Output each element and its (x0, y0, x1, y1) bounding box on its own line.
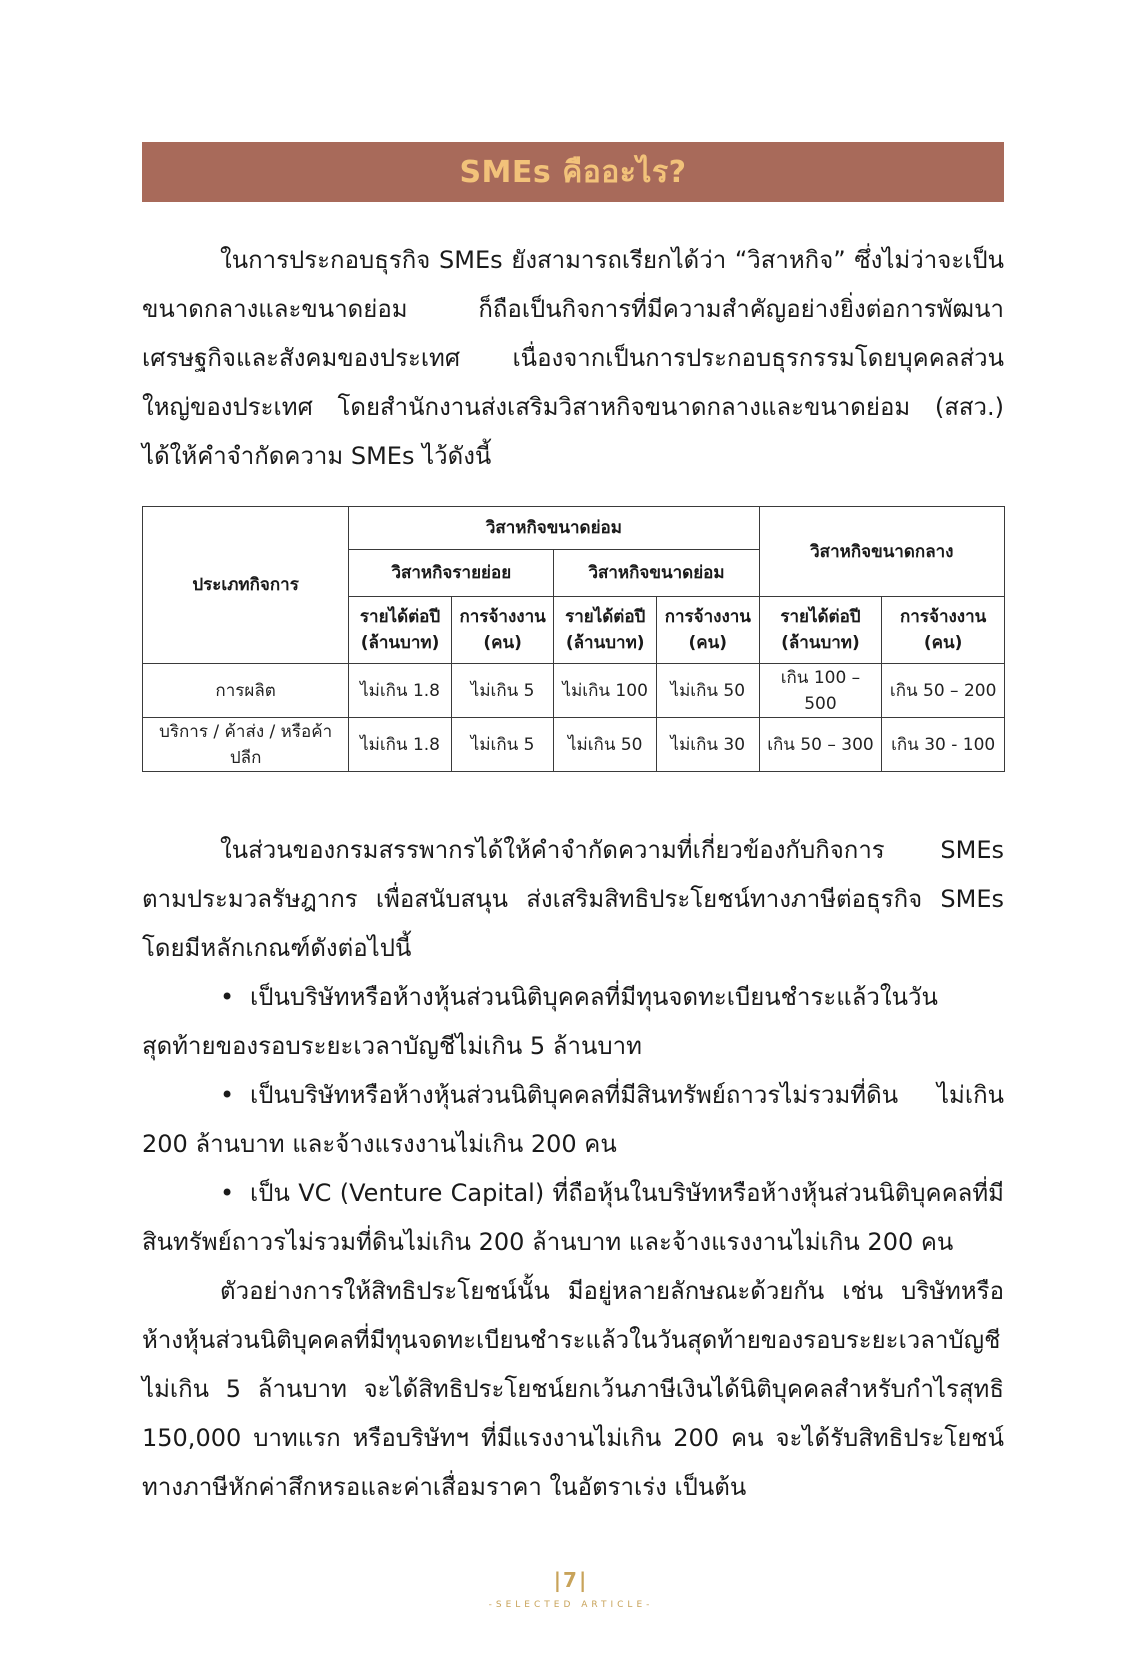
bullet-icon: • (220, 983, 235, 1011)
footer-tag: -SELECTED ARTICLE- (488, 1600, 654, 1610)
bullet-icon: • (220, 1081, 235, 1109)
example-paragraph: ตัวอย่างการให้สิทธิประโยชน์นั้น มีอยู่หลายลักษณะด้วยกัน เช่น บริษัทหรือห้างหุ้นส่วนนิติบุคคลที่มีทุนจดทะเบียนชำระแล้วในวันสุดท้ายของรอบระยะเวลาบัญชี ไม่เกิน 5 ล้านบาท จะได้สิทธิประโยชน์ยกเว้นภาษีเงินได้นิติบุคคลสำหรับกำไรสุทธิ 150,000 บาทแรก หรือบริษัทฯ ที่มีแรงงานไม่เกิน 200 คน จะได้รับสิทธิประโยชน์ทางภาษีหักค่าสึกหรอและค่าเสื่อมราคา ในอัตราเร่ง เป็นต้น (142, 1277, 1004, 1501)
table-cell: เกิน 50 – 300 (759, 718, 882, 772)
table-cell: ไม่เกิน 1.8 (349, 664, 452, 718)
table-cell: ไม่เกิน 1.8 (349, 718, 452, 772)
header-medium-enterprise: วิสาหกิจขนาดกลาง (759, 507, 1004, 597)
header-revenue: รายได้ต่อปี (ล้านบาท) (554, 597, 657, 664)
header-employment: การจ้างงาน (คน) (882, 597, 1005, 664)
revenue-dept-paragraph: ในส่วนของกรมสรรพากรได้ให้คำจำกัดความที่เกี่ยวข้องกับกิจการ SMEs ตามประมวลรัษฎากร เพื่อสนับสนุน ส่งเสริมสิทธิประโยชน์ทางภาษีต่อธุรกิจ SMEs โดยมีหลักเกณฑ์ดังต่อไปนี้ (142, 836, 1004, 962)
table-cell: เกิน 100 – 500 (759, 664, 882, 718)
bullet-icon: • (220, 1179, 235, 1207)
table-row (143, 664, 1005, 718)
header-small-sub: วิสาหกิจขนาดย่อม (554, 550, 759, 597)
intro-paragraph: ในการประกอบธุรกิจ SMEs ยังสามารถเรียกได้ว่า “วิสาหกิจ” ซึ่งไม่ว่าจะเป็นขนาดกลางและขนาดย่อม ก็ถือเป็นกิจการที่มีความสำคัญอย่างยิ่งต่อการพัฒนาเศรษฐกิจและสังคมของประเทศ เนื่องจากเป็นการประกอบธุรกรรมโดยบุคคลส่วนใหญ่ของประเทศ โดยสำนักงานส่งเสริมวิสาหกิจขนาดกลางและขนาดย่อม (สสว.) ได้ให้คำจำกัดความ SMEs ไว้ดังนี้ (142, 246, 1004, 470)
table-cell: ไม่เกิน 100 (554, 664, 657, 718)
criteria-bullet: • เป็นบริษัทหรือห้างหุ้นส่วนนิติบุคคลที่มีสินทรัพย์ถาวรไม่รวมที่ดิน ไม่เกิน 200 ล้านบาท และจ้างแรงงานไม่เกิน 200 คน (142, 1071, 1004, 1169)
header-small-enterprise: วิสาหกิจขนาดย่อม (349, 507, 759, 550)
table-row (143, 718, 1005, 772)
header-employment: การจ้างงาน (คน) (657, 597, 760, 664)
page-number: |7| (553, 1568, 589, 1592)
header-business-type: ประเภทกิจการ (143, 507, 349, 664)
page-title: SMEs คืออะไร? (459, 154, 687, 190)
table-cell: ไม่เกิน 50 (657, 664, 760, 718)
table-cell: ไม่เกิน 5 (451, 664, 554, 718)
table-cell: เกิน 30 - 100 (882, 718, 1005, 772)
table-cell: ไม่เกิน 50 (554, 718, 657, 772)
header-revenue: รายได้ต่อปี (ล้านบาท) (759, 597, 882, 664)
criteria-bullet: • เป็นบริษัทหรือห้างหุ้นส่วนนิติบุคคลที่มีทุนจดทะเบียนชำระแล้วในวันสุดท้ายของรอบระยะเวลาบัญชีไม่เกิน 5 ล้านบาท (142, 973, 1004, 1071)
header-micro-enterprise: วิสาหกิจรายย่อย (349, 550, 554, 597)
table-cell: ไม่เกิน 30 (657, 718, 760, 772)
criteria-bullet: • เป็น VC (Venture Capital) ที่ถือหุ้นในบริษัทหรือห้างหุ้นส่วนนิติบุคคลที่มีสินทรัพย์ถาวรไม่รวมที่ดินไม่เกิน 200 ล้านบาท และจ้างแรงงานไม่เกิน 200 คน (142, 1169, 1004, 1267)
title-banner (142, 142, 1004, 202)
sme-definition-table (142, 506, 1005, 772)
header-revenue: รายได้ต่อปี (ล้านบาท) (349, 597, 452, 664)
table-cell: เกิน 50 – 200 (882, 664, 1005, 718)
row-type: การผลิต (143, 664, 349, 718)
table-cell: ไม่เกิน 5 (451, 718, 554, 772)
row-type: บริการ / ค้าส่ง / หรือค้าปลีก (143, 718, 349, 772)
header-employment: การจ้างงาน (คน) (451, 597, 554, 664)
